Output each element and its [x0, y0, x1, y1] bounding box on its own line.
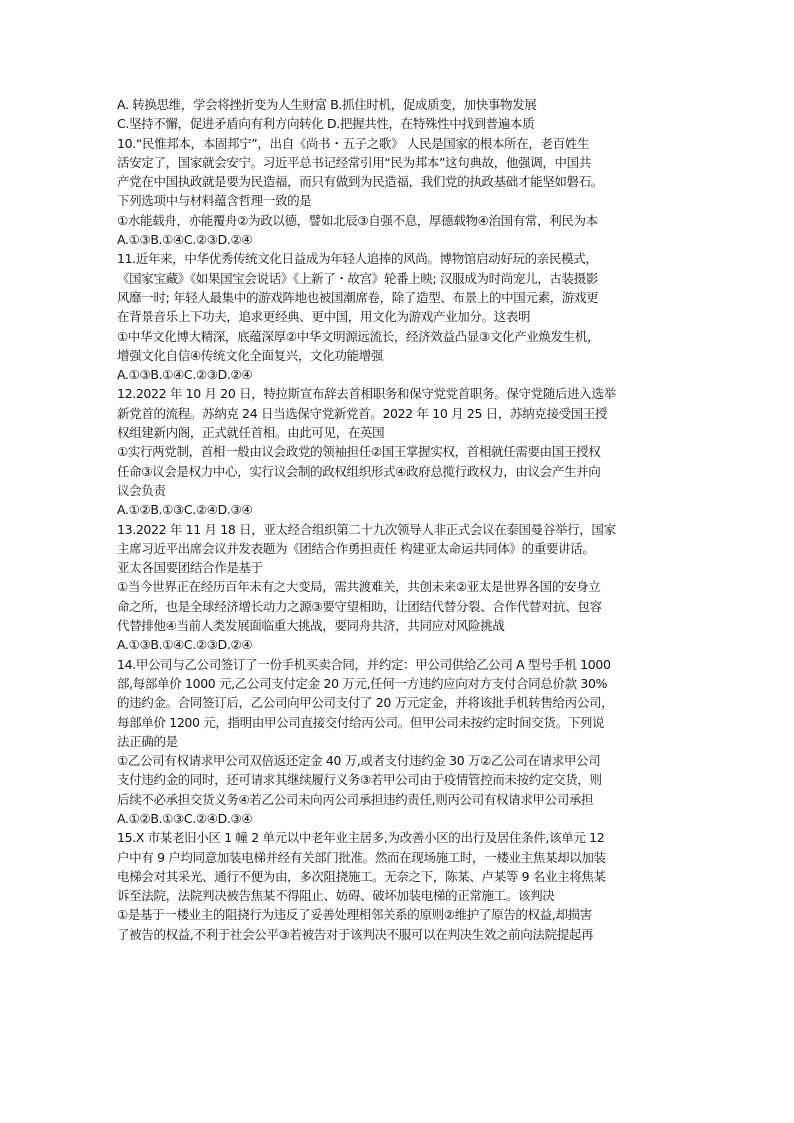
- text-line: 任命③议会是权力中心，实行议会制的政权组织形式④政府总揽行政权力，由议会产生并向: [117, 463, 601, 479]
- text-line: 主席习近平出席会议并发表题为《团结合作勇担责任 构建亚太命运共同体》的重要讲话。: [117, 540, 595, 556]
- text-line: 15.X 市某老旧小区 1 幢 2 单元以中老年业主居多,为改善小区的出行及居住条件,该单元 12: [117, 830, 605, 846]
- text-line: 诉至法院，法院判决被告焦某不得阻止、妨碍、破坏加装电梯的正常施工。该判决: [117, 888, 555, 904]
- text-line: 议会负责: [117, 482, 166, 498]
- text-line: A.①②B.①③C.②④D.③④: [117, 502, 253, 518]
- text-line: 权组建新内阁，正式就任首相。由此可见，在英国: [117, 425, 385, 441]
- text-line: A.①③B.①④C.②③D.②④: [117, 232, 253, 248]
- text-line: 代替排他④当前人类发展面临重大挑战，要同舟共济，共同应对风险挑战: [117, 618, 505, 634]
- text-line: 风靡一时; 年轻人最集中的游戏阵地也被国潮席卷，除了造型、布景上的中国元素，游戏更: [117, 289, 599, 305]
- text-line: A. 转换思维，学会将挫折变为人生财富 B.抓住时机，促成质变，加快事物发展: [117, 97, 537, 112]
- text-line: 《国家宝藏》《如果国宝会说话》《上新了・故宫》轮番上映; 汉服成为时尚宠儿，古装摄影: [117, 270, 598, 286]
- text-line: 电梯会对其采光、通行不便为由，多次阻挠施工。无奈之下，陈某、卢某等 9 名业主将焦某: [117, 868, 606, 884]
- text-line: 后续不必承担交货义务④若乙公司未向丙公司承担违约责任,则丙公司有权请求甲公司承担: [117, 791, 594, 807]
- text-line: 在背景音乐上下功夫，追求更经典、更中国，用文化为游戏产业加分。这表明: [117, 309, 531, 325]
- text-line: 命之所，也是全球经济增长动力之源③要守望相助，让团结代替分裂、合作代替对抗、包容: [117, 598, 602, 614]
- text-line: 11.近年来，中华优秀传统文化日益成为年轻人追捧的风尚。博物馆启动好玩的亲民模式，: [117, 251, 598, 267]
- text-line: ①乙公司有权请求甲公司双倍返还定金 40 万,或者支付违约金 30 万②乙公司在请求甲公司: [117, 753, 601, 769]
- text-line: ①水能载舟，亦能覆舟②为政以德，譬如北辰③自强不息，厚德载物④治国有常，利民为本: [117, 212, 598, 228]
- text-line: 户中有 9 户均同意加装电梯并经有关部门批准。然而在现场施工时，一楼业主焦某却以加装: [117, 849, 606, 865]
- text-line: A.①②B.①③C.②④D.③④: [117, 810, 253, 826]
- text-line: 的违约金。合同签订后，乙公司向甲公司支付了 20 万元定金，并将该批手机转售给丙公司，: [117, 695, 614, 711]
- text-line: A.①③B.①④C.②③D.②④: [117, 367, 253, 383]
- text-line: C.坚持不懈，促进矛盾向有利方向转化 D.把握共性，在特殊性中找到普遍本质: [117, 116, 535, 132]
- document-page: [117, 95, 682, 944]
- text-line: 活安定了，国家就会安宁。习近平总书记经常引用“民为邦本”这句典故，他强调，中国共: [117, 154, 591, 170]
- text-line: ①当今世界正在经历百年未有之大变局，需共渡难关，共创未来②亚太是世界各国的安身立: [117, 579, 601, 595]
- text-line: 新党首的流程。苏纳克 24 日当选保守党新党首。2022 年 10 月 25 日，苏纳克接受国王授: [117, 405, 608, 421]
- text-line: 10.“民惟邦本，本固邦宁”，出自《尚书・五子之歌》 人民是国家的根本所在，老百姓生: [117, 135, 590, 151]
- text-line: 增强文化自信④传统文化全面复兴，文化功能增强: [117, 347, 384, 363]
- text-line: 支付违约金的同时，还可请求其继续履行义务③若甲公司由于疫情管控而未按约定交货，则: [117, 772, 602, 788]
- text-line: ①实行两党制，首相一般由议会政党的领袖担任②国王掌握实权，首相就任需要由国王授权: [117, 444, 601, 460]
- text-line: 部,每部单价 1000 元,乙公司支付定金 20 万元,任何一方违约应向对方支付合同总价款 30%: [117, 675, 608, 691]
- text-line: 法正确的是: [117, 733, 178, 749]
- text-line: 14.甲公司与乙公司签订了一份手机买卖合同，并约定：甲公司供给乙公司 A 型号手机 1000: [117, 656, 611, 672]
- text-line: 亚太各国要团结合作是基于: [117, 560, 263, 576]
- text-line: 12.2022 年 10 月 20 日，特拉斯宣布辞去首相职务和保守党党首职务。保守党随后进入选举: [117, 386, 616, 402]
- text-line: 了被告的权益,不利于社会公平③若被告对于该判决不服可以在判决生效之前向法院提起再: [117, 926, 594, 942]
- text-line: ①中华文化博大精深，底蕴深厚②中华文明源远流长，经济效益凸显③文化产业焕发生机，: [117, 328, 600, 344]
- text-line: 每部单价 1200 元，指明由甲公司直接交付给丙公司。但甲公司未按约定时间交货。下列说: [117, 714, 605, 730]
- text-line: A.①③B.①④C.②③D.②④: [117, 637, 253, 653]
- text-line: 下列选项中与材料蕴含哲理一致的是: [117, 193, 312, 209]
- text-line: 13.2022 年 11 月 18 日，亚太经合组织第二十九次领导人非正式会议在泰国曼谷举行，国家: [117, 521, 616, 537]
- text-line: 产党在中国执政就是要为民造福，而只有做到为民造福，我们党的执政基础才能坚如磐石。: [117, 174, 604, 190]
- text-line: ①是基于一楼业主的阻挠行为违反了妥善处理相邻关系的原则②维护了原告的权益,却损害: [117, 907, 592, 923]
